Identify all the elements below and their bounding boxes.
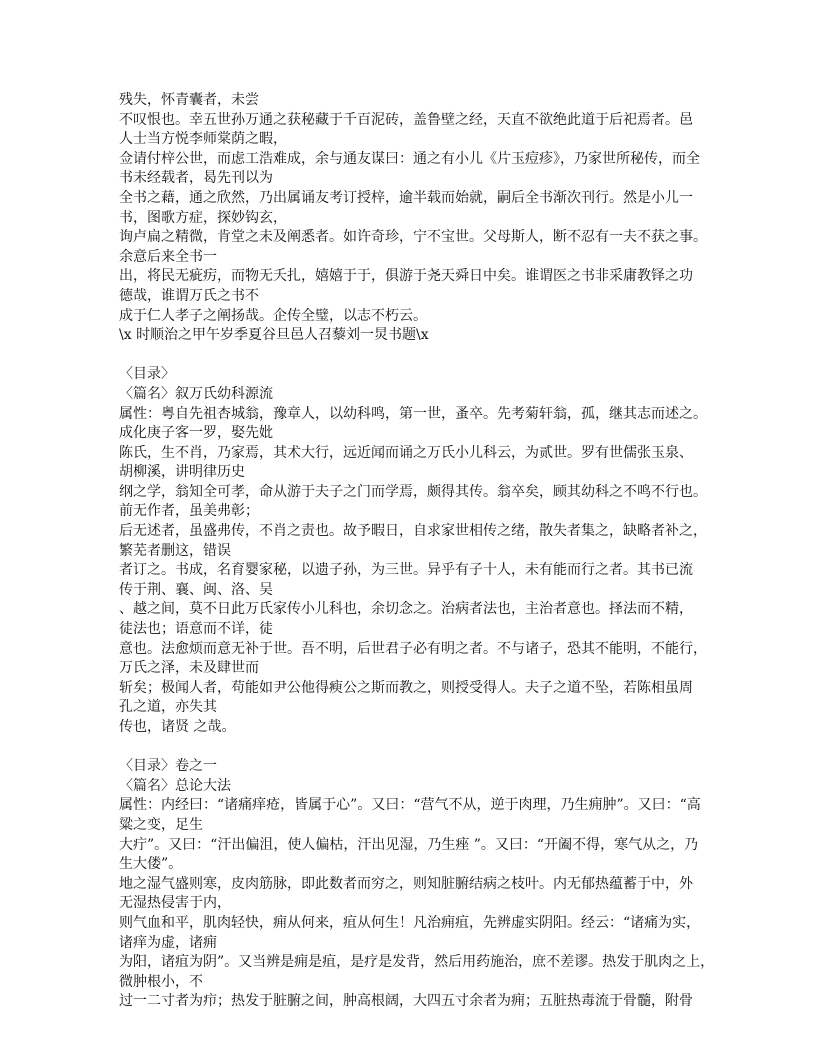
text-line: \x 时顺治之甲午岁季夏谷旦邑人召藜刘一炅书题\x [119, 327, 429, 344]
text-line: 残失，怀青囊者，未尝 [119, 92, 259, 108]
text-line: 大疔”。又曰：“汗出偏沮，使人偏枯，汗出见湿，乃生痤 ”。又曰：“开阖不得，寒气从之，乃 [119, 836, 699, 853]
text-line: 前无作者，虽美弗彰； [119, 503, 259, 520]
text-line: 书，图歌方症，探妙钩玄， [119, 209, 287, 226]
text-line: 属性：内经曰：“诸痛痒疮，皆属于心”。又曰：“营气不从，逆于肉理，乃生痈肿”。又曰：“高 [119, 797, 701, 814]
text-line: 万氏之泽，未及肆世而 [119, 660, 259, 677]
text-line: 、越之间，莫不日此万氏家传小儿科也，余切念之。治病者法也，主治者意也。择法而不精， [119, 601, 693, 618]
text-line: 佥请付梓公世，而虑工浩难成，余与通友谋曰：通之有小儿《片玉痘疹》，乃家世所秘传，而全 [119, 150, 700, 167]
blank-line [119, 738, 719, 758]
text-line: 纲之学，翁知全可孝，命从游于夫子之门而学焉，颇得其传。翁卒矣，顾其幼科之不鸣不行也。 [119, 483, 707, 500]
text-line: 出，将民无疵疠，而物无夭扎，嬉嬉于于，俱游于尧天舜日中矣。谁谓医之书非采庸教铎之功 [119, 268, 693, 285]
text-line: 粱之变，足生 [119, 816, 203, 833]
text-line: 徒法也；语意而不详，徒 [119, 621, 273, 638]
text-line: 陈氏，生不肖，乃家焉，其术大行，远近闻而诵之万氏小儿科云，为贰世。罗有世儒张玉泉、 [119, 444, 693, 461]
text-line: 传也，诸贤 之哉。 [119, 719, 236, 735]
text-line: 全书之藉，通之欣然，乃出属诵友考订授梓，逾半载而始就，嗣后全书渐次刊行。然是小儿一 [119, 189, 693, 206]
text-line: 传于荆、襄、闽、洛、吴 [119, 581, 273, 598]
document-body [119, 91, 719, 1012]
text-line: 〈篇名〉叙万氏幼科源流 [119, 385, 273, 402]
text-line: 成化庚子客一罗，娶先妣 [119, 425, 273, 442]
text-line: 不叹恨也。幸五世孙万通之获秘藏于千百泥砖，盖鲁壁之经，天直不欲绝此道于后祀焉者。邑 [119, 111, 693, 128]
text-line: 斩矣；极闻人者，苟能如尹公他得瘐公之斯而教之，则授受得人。夫子之道不坠，若陈相虽周 [119, 679, 693, 696]
text-line: 过一二寸者为疖；热发于脏腑之间，肿高根阔，大四五寸余者为痈；五脏热毒流于骨髓，附骨 [119, 993, 693, 1010]
text-line: 孔之道，亦失其 [119, 699, 217, 716]
text-line: 书未经载者，曷先刊以为 [119, 170, 273, 187]
text-line: 则气血和平，肌肉轻快，痈从何来，疽从何生！凡治痈疽，先辨虚实阴阳。经云：“诸痛为实， [119, 914, 701, 931]
blank-line [119, 346, 719, 366]
text-line: 成于仁人孝子之阐扬哉。企传全璧，以志不朽云。 [119, 307, 427, 324]
text-line: 者订之。书成，名育婴家秘，以遗子孙，为三世。异乎有子十人，未有能而行之者。其书已流 [119, 562, 693, 579]
text-line: 意也。法愈烦而意无补于世。吾不明，后世君子必有明之者。不与诸子，恐其不能明，不能行， [119, 640, 707, 657]
text-line: 人士当方悦李师棠荫之暇， [119, 131, 287, 148]
text-line: 诸痒为虚，诸痈 [119, 934, 217, 951]
text-line: 〈目录〉卷之一 [119, 758, 217, 775]
text-line: 属性：粤自先祖杏城翁，豫章人，以幼科鸣，第一世，蚤卒。先考菊轩翁，孤，继其志而述之。 [119, 405, 707, 422]
text-line: 询卢扁之精微，肯堂之未及阐悉者。如许奇珍，宁不宝世。父母斯人，断不忍有一夫不获之事。 [119, 229, 707, 246]
text-line: 生大偻”。 [119, 856, 183, 873]
text-line: 后无述者，虽盛弗传，不肖之责也。故予暇日，自求家世相传之绪，散失者集之，缺略者补之， [119, 523, 707, 540]
text-line: 地之湿气盛则寒，皮肉筋脉，即此数者而穷之，则知脏腑结病之枝叶。内无郁热蕴蓄于中，外 [119, 875, 693, 892]
text-line: 胡柳溪，讲明律历史 [119, 464, 245, 481]
text-line: 德哉，谁谓万氏之书不 [119, 287, 259, 304]
text-line: 〈目录〉 [119, 366, 175, 383]
text-line: 微肿根小，不 [119, 973, 203, 990]
text-line: 余意后来全书一 [119, 248, 217, 265]
text-line: 〈篇名〉总论大法 [119, 777, 231, 794]
text-line: 为阳，诸疽为阴”。又当辨是痈是疽，是疗是发背，然后用药施治，庶不差谬。热发于肌肉之上， [119, 954, 715, 971]
text-line: 无湿热侵害于内， [119, 895, 231, 912]
text-line: 繁芜者删这，错误 [119, 542, 231, 559]
